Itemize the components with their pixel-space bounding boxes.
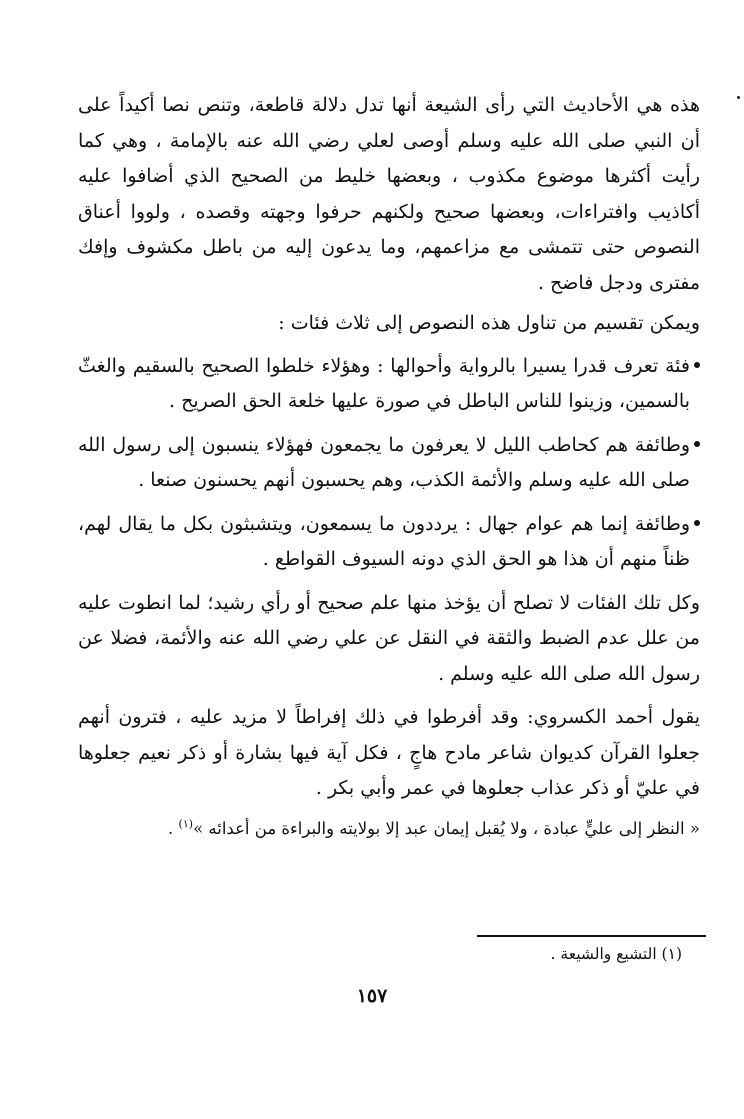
footnote-divider bbox=[477, 935, 706, 937]
footnote-text: (١) التشيع والشيعة . bbox=[550, 945, 682, 963]
page-number: ١٥٧ bbox=[356, 985, 388, 1007]
bullet-item-3: وطائفة إنما هم عوام جهال : يرددون ما يسمعون، ويتشبثون بكل ما يقال لهم، ظناً منهم أن هذا هو الحق الذي دونه السيوف القواطع . bbox=[78, 507, 700, 578]
quote-text: « النظر إلى عليٍّ عبادة ، ولا يُقبل إيمان عبد إلا بولايته والبراءة من أعدائه » bbox=[193, 818, 700, 838]
quote-end: . bbox=[168, 818, 179, 838]
stray-mark bbox=[737, 96, 740, 99]
paragraph-conclusion: وكل تلك الفئات لا تصلح أن يؤخذ منها علم صحيح أو رأي رشيد؛ لما انطوت عليه من علل عدم الضبط والثقة في النقل عن علي رضي الله عنه والأئمة، فضلا عن رسول الله صلى الله عليه وسلم . bbox=[78, 591, 700, 685]
bullet-item-2: وطائفة هم كحاطب الليل لا يعرفون ما يجمعون فهؤلاء ينسبون إلى رسول الله صلى الله عليه وسلم والأئمة الكذب، وهم يحسبون أنهم يحسنون صنعا . bbox=[78, 428, 700, 499]
quote-block bbox=[78, 813, 700, 845]
bullet-item-1: فئة تعرف قدرا يسيرا بالرواية وأحوالها : وهؤلاء خلطوا الصحيح بالسقيم والغثّ بالسمين، وزينوا للناس الباطل في صورة عليها خلعة الحق الصريح . bbox=[78, 349, 700, 420]
paragraph-kasravi: يقول أحمد الكسروي: وقد أفرطوا في ذلك إفراطاً لا مزيد عليه ، فترون أنهم جعلوا القرآن كديوان شاعر مادح هاجٍ ، فكل آية فيها بشارة أو ذكر نعيم جعلوها في عليّ أو ذكر عذاب جعلوها في عمر وأبي بكر . bbox=[78, 706, 700, 799]
paragraph-intro: هذه هي الأحاديث التي رأى الشيعة أنها تدل دلالة قاطعة، وتنص نصا أكيداً على أن النبي صلى الله عليه وسلم أوصى لعلي رضي الله عنه بالإمامة ، وهي كما رأيت أكثرها موضوع مكذوب ، وبعضها خليط من الصحيح الذي أضافوا عليه أكاذيب وافتراءات، وبعضها صحيح ولكنهم حرفوا وجهته وقصده ، ولووا أعناق النصوص حتى تتمشى مع مزاعمهم، وما يدعون إليه من باطل مكشوف وإفك مفترى ودجل فاضح . bbox=[78, 94, 700, 294]
footnote-reference: (١) bbox=[178, 817, 194, 830]
paragraph-categories: ويمكن تقسيم من تناول هذه النصوص إلى ثلاث فئات : bbox=[278, 312, 700, 334]
page-body bbox=[78, 88, 700, 845]
